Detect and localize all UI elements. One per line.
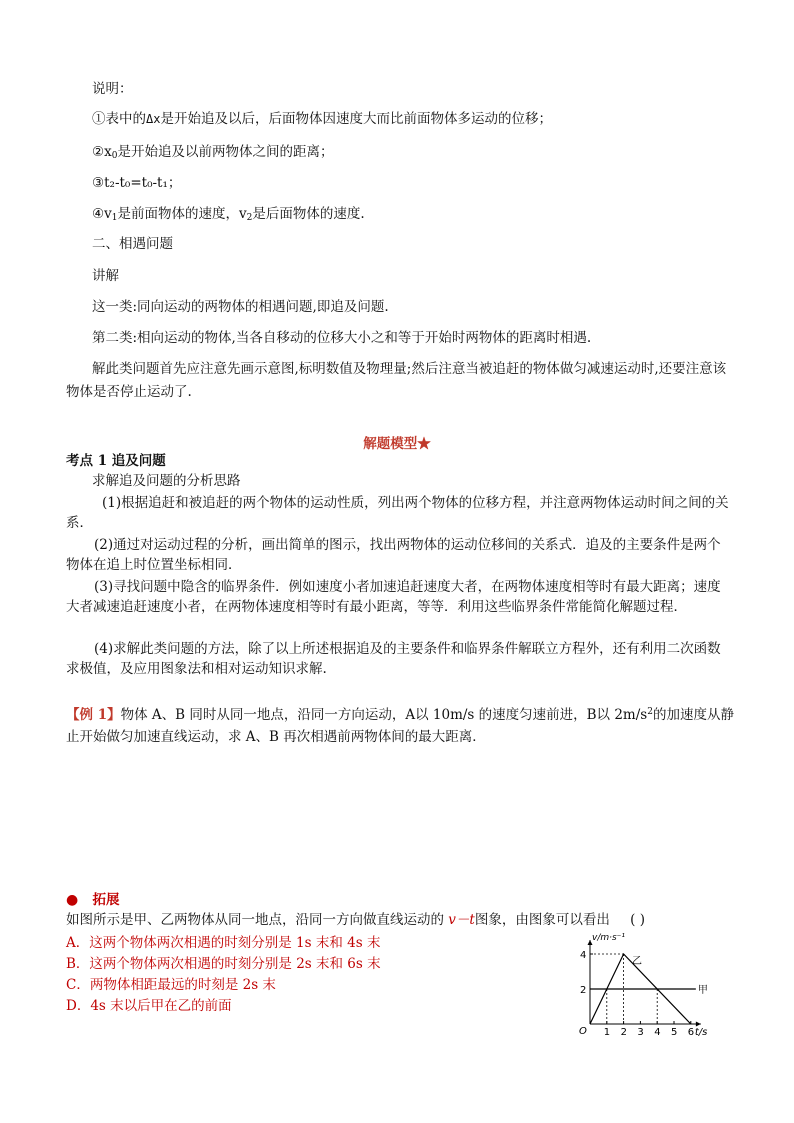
- option-a: A．这两个物体两次相遇的时刻分别是 1s 末和 4s 末: [66, 935, 381, 951]
- solve-note-paragraph: 解此类问题首先应注意先画示意图,标明数值及物理量;然后注意当被追赶的物体做匀减速运动时,还要注意该物体是否停止运动了.: [66, 361, 727, 400]
- explain-label: 讲解: [92, 268, 119, 284]
- notes-title: 说明：: [92, 81, 133, 97]
- x-axis-arrow: [696, 1022, 701, 1027]
- x-tick-label: 5: [671, 1027, 678, 1038]
- x-tick-label: 3: [637, 1027, 644, 1038]
- vt-graph: [562, 928, 732, 1040]
- type-1-text: 这一类:同向运动的两物体的相遇问题,即追及问题.: [92, 299, 389, 315]
- x-axis-label: t/s: [694, 1027, 708, 1038]
- option-d: D．4s 末以后甲在乙的前面: [66, 998, 232, 1014]
- example-1: 【例 1】物体 A、B 同时从同一地点，沿同一方向运动，A以 10m/s 的速度匀速前进，B以 $2m/s^2$的加速度从静止开始做匀加速直线运动，求 A、B 再次相遇前两物体间的最大距离．: [66, 707, 734, 745]
- y-tick-label: 2: [580, 985, 587, 996]
- y-axis-label: v/m·s⁻¹: [592, 933, 626, 943]
- step-2: (2)通过对运动过程的分析，画出简单的图示，找出两物体的运动位移间的关系式．追及的主要条件是两个物体在追上时位置坐标相同．: [66, 537, 721, 573]
- step-1: (1)根据追赶和被追赶的两个物体的运动性质，列出两个物体的位移方程，并注意两物体运动时间之间的关系．: [66, 495, 729, 531]
- y-tick-label: 4: [580, 950, 587, 961]
- option-b: B．这两个物体两次相遇的时刻分别是 2s 末和 6s 末: [66, 956, 381, 972]
- step-4: (4)求解此类问题的方法，除了以上所述根据追及的主要条件和临界条件解联立方程外，还有利用二次函数求极值，及应用图象法和相对运动知识求解.: [66, 641, 721, 677]
- note-item-2: $②x_0$是开始追及以前两物体之间的距离；: [92, 144, 334, 161]
- example-1-tag: 【例 1】: [66, 707, 121, 723]
- point-1-heading: 考点 1 追及问题: [66, 453, 166, 469]
- note-item-3: ③t₂-t₀=t₀-t₁；: [92, 175, 182, 191]
- extension-title: 拓展: [92, 892, 120, 908]
- extension-question: 如图所示是甲、乙两物体从同一地点，沿同一方向做直线运动的 v－t图象，由图象可以看出 ( ): [66, 912, 645, 928]
- series-label-yi: 乙: [632, 956, 642, 967]
- x-tick-label: 1: [603, 1027, 611, 1038]
- bullet-icon: ●: [66, 892, 79, 908]
- model-title: 解题模型★: [363, 436, 431, 452]
- origin-label: O: [579, 1026, 587, 1037]
- x-tick-label: 2: [620, 1027, 627, 1038]
- series-label-jia: 甲: [697, 985, 708, 996]
- note-item-4: $④v_1$是前面物体的速度，$v_2$是后面物体的速度.: [92, 206, 365, 223]
- section-heading: 二、相遇问题: [92, 236, 173, 252]
- type-2-text: 第二类:相向运动的物体,当各自移动的位移大小之和等于开始时两物体的距离时相遇.: [92, 330, 592, 346]
- x-tick-label: 4: [654, 1027, 661, 1038]
- step-3: (3)寻找问题中隐含的临界条件．例如速度小者加速追赶速度大者，在两物体速度相等时有最大距离；速度大者减速追赶速度小者，在两物体速度相等时有最小距离，等等．利用这些临界条件常能简化解题过程．: [66, 579, 721, 615]
- note-item-1: ①表中的Δx是开始追及以后，后面物体因速度大而比前面物体多运动的位移；: [92, 111, 552, 127]
- extension-heading: [66, 891, 120, 909]
- thinking-heading: 求解追及问题的分析思路: [92, 473, 241, 489]
- option-c: C．两物体相距最远的时刻是 2s 末: [66, 977, 276, 993]
- x-tick-label: 6: [687, 1027, 695, 1038]
